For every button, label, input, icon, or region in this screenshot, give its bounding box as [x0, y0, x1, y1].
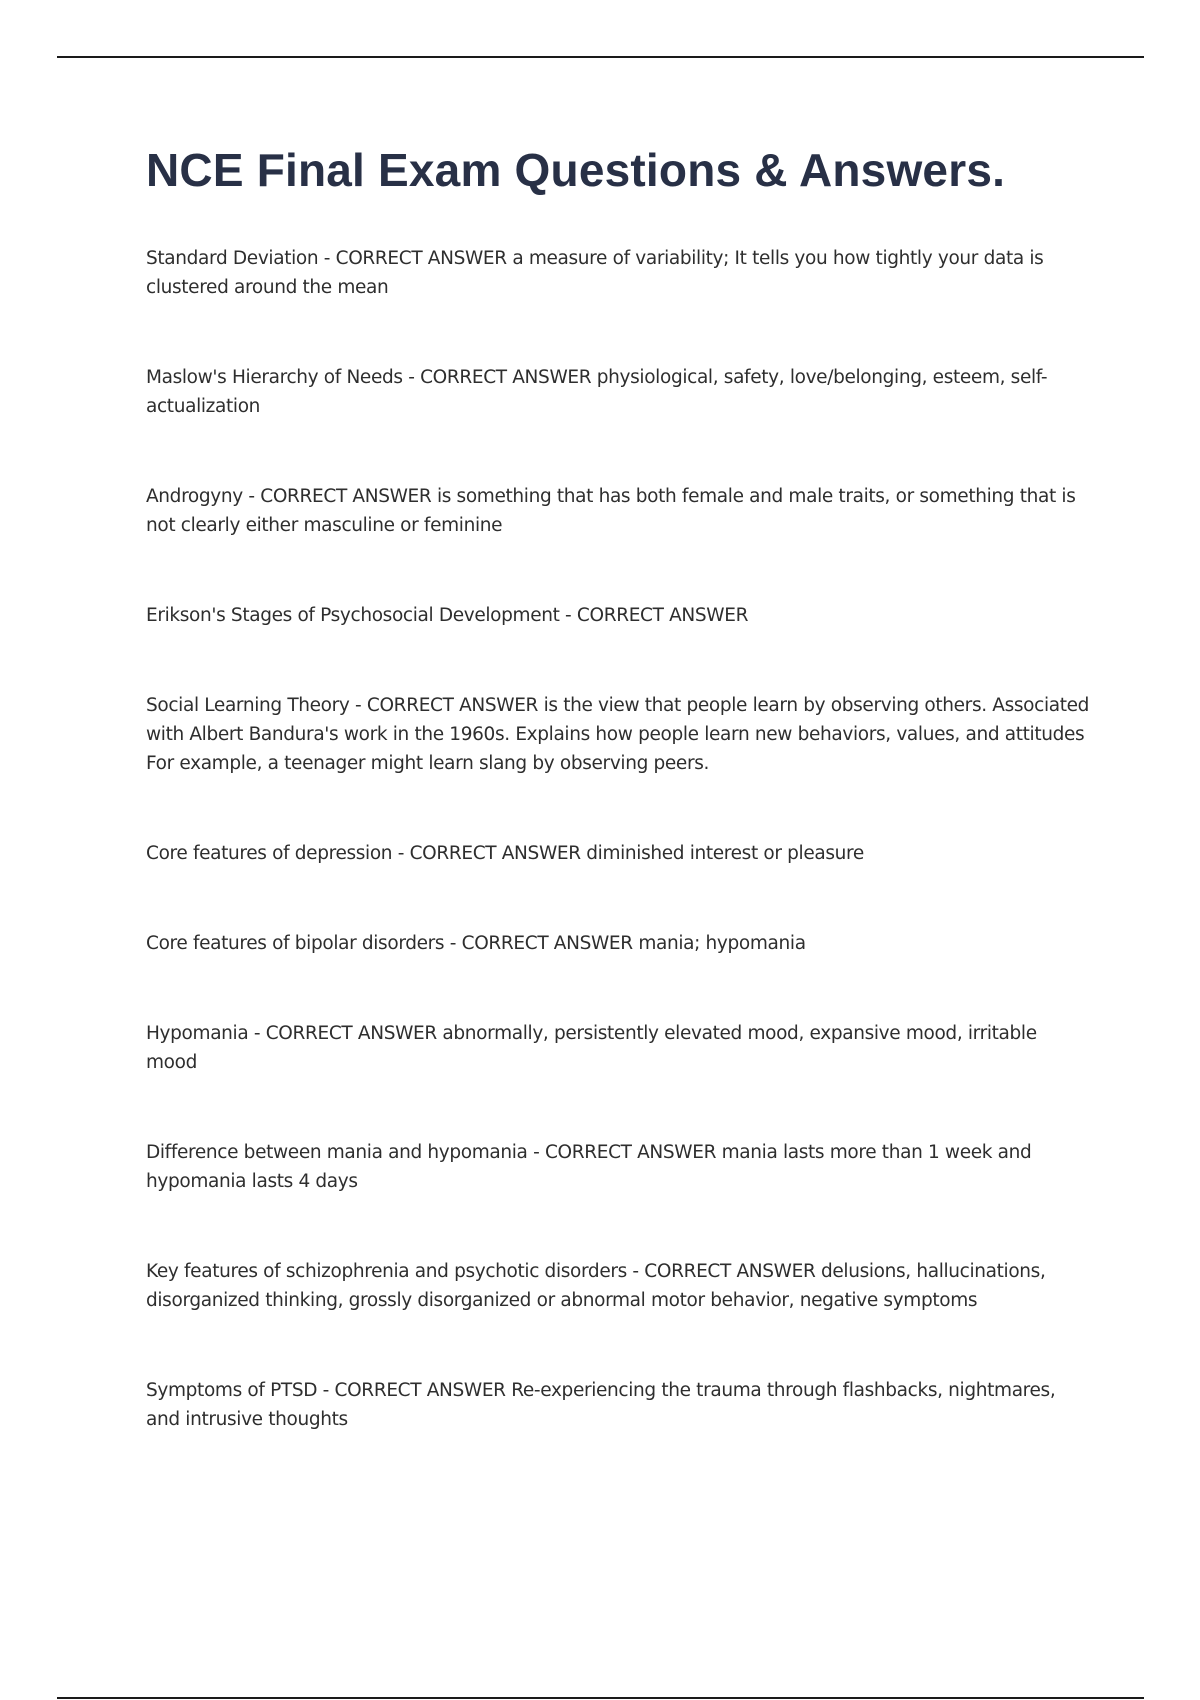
qa-answer: Re-experiencing the trauma through flashbacks, nightmares, and intrusive thoughts [146, 1380, 1056, 1430]
top-divider [57, 56, 1144, 58]
qa-answer-marker: CORRECT ANSWER [644, 1261, 816, 1282]
page-title: NCE Final Exam Questions & Answers. [146, 144, 1006, 196]
qa-answer: delusions, hallucinations, disorganized thinking, grossly disorganized or abnormal motor behavior, negative symptoms [146, 1261, 1046, 1311]
qa-term: Difference between mania and hypomania [146, 1142, 528, 1163]
qa-term: Core features of bipolar disorders [146, 933, 445, 954]
qa-item [146, 363, 1091, 421]
qa-answer-marker: CORRECT ANSWER [409, 843, 581, 864]
qa-term: Androgyny [146, 486, 243, 507]
qa-term: Maslow's Hierarchy of Needs [146, 367, 403, 388]
qa-term: Erikson's Stages of Psychosocial Development [146, 605, 560, 626]
qa-term: Standard Deviation [146, 248, 319, 269]
qa-answer: is the view that people learn by observing others. Associated with Albert Bandura's work in the 1960s. Explains how people learn new behaviors, values, and attitudes For example, a teenager might learn slang by observing peers. [146, 695, 1090, 774]
qa-answer-marker: CORRECT ANSWER [461, 933, 633, 954]
qa-term: Symptoms of PTSD [146, 1380, 318, 1401]
qa-item [146, 482, 1091, 540]
qa-answer: physiological, safety, love/belonging, esteem, self-actualization [146, 367, 1048, 417]
qa-answer: mania lasts more than 1 week and hypomania lasts 4 days [146, 1142, 1032, 1192]
qa-item [146, 601, 1091, 630]
qa-item [146, 1138, 1091, 1196]
qa-answer-marker: CORRECT ANSWER [335, 248, 507, 269]
qa-answer: a measure of variability; It tells you how tightly your data is clustered around the mean [146, 248, 1044, 298]
qa-answer: mania; hypomania [638, 933, 806, 954]
qa-item [146, 1019, 1091, 1077]
qa-item [146, 691, 1091, 778]
qa-term: Key features of schizophrenia and psychotic disorders [146, 1261, 627, 1282]
qa-answer-marker: CORRECT ANSWER [366, 695, 539, 716]
qa-item [146, 839, 1091, 868]
bottom-divider [57, 1697, 1144, 1699]
qa-list [146, 244, 1091, 1434]
qa-term: Hypomania [146, 1023, 249, 1044]
qa-term: Core features of depression [146, 843, 393, 864]
qa-answer-marker: CORRECT ANSWER [265, 1023, 437, 1044]
qa-answer-marker: CORRECT ANSWER [334, 1380, 506, 1401]
qa-answer-marker: CORRECT ANSWER [260, 486, 432, 507]
qa-answer-marker: CORRECT ANSWER [544, 1142, 717, 1163]
qa-answer: diminished interest or pleasure [586, 843, 864, 864]
qa-answer: is something that has both female and male traits, or something that is not clearly either masculine or feminine [146, 486, 1076, 536]
page-content [146, 140, 1091, 1495]
qa-answer-marker: CORRECT ANSWER [420, 367, 592, 388]
qa-item [146, 244, 1091, 302]
qa-term: Social Learning Theory [146, 695, 350, 716]
qa-answer: abnormally, persistently elevated mood, expansive mood, irritable mood [146, 1023, 1037, 1073]
qa-item [146, 1257, 1091, 1315]
qa-item [146, 929, 1091, 958]
qa-answer-marker: CORRECT ANSWER [576, 605, 749, 626]
qa-item [146, 1376, 1091, 1434]
